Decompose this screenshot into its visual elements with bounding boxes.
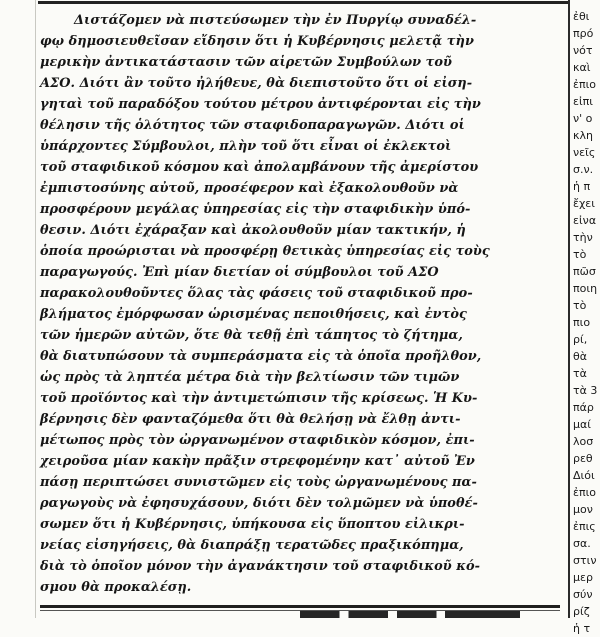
margin-text-fragment: πάρ [573,401,594,414]
margin-text-fragment: νεῖς [573,146,596,159]
article-line: ὡς πρὸς τὰ ληπτέα μέτρα διὰ τὴν βελτίωσιν τῶν τιμῶν [40,370,460,385]
adjacent-column-fragment [573,8,600,637]
article-line: ὑπάρχοντες Σύμβουλοι, πλὴν τοῦ ὅτι εἶναι οἱ ἐκλεκτοὶ [40,139,452,154]
margin-text-fragment: τὰ [573,367,587,380]
margin-text-fragment: ἡ π [573,180,591,193]
margin-text-fragment: τὰ 3 [573,384,598,397]
margin-text-fragment: τὴν [573,231,593,244]
article-line: βλήματος ἐμόρφωσαν ὡρισμένας πεποιθήσεις, καὶ ἐντὸς [40,307,467,322]
article-line: σμου θὰ προκαλέσῃ. [40,580,192,595]
article-line: ὁποία προώρισται νὰ προσφέρῃ θετικὰς ὑπηρεσίας εἰς τοὺς [40,244,490,259]
margin-text-fragment: μον [573,503,593,516]
article-line: μέτωπος πρὸς τὸν ὠργανωμένον σταφιδικὸν κόσμον, ἐπι- [40,433,475,448]
margin-text-fragment: πιο [573,316,591,329]
margin-text-fragment: πῶσ [573,265,596,278]
margin-text-fragment: νότ [573,44,593,57]
margin-text-fragment: καὶ [573,61,591,74]
cut-off-headline [300,611,520,618]
bottom-rule [40,605,560,608]
article-line: ἐμπιστοσύνης αὐτοῦ, προσέφερον καὶ ἐξακολουθοῦν νὰ [40,181,459,196]
article-line: χειροῦσα μίαν κακὴν πρᾶξιν στρεφομένην κατ᾽ αὐτοῦ Ἐν [40,454,475,469]
margin-text-fragment: σύν [573,588,593,601]
margin-text-fragment: σα. [573,537,591,550]
margin-text-fragment: λοσ [573,435,594,448]
article-line: προσφέρουν μεγάλας ὑπηρεσίας εἰς τὴν σταφιδικὴν ὑπό- [40,202,471,217]
margin-text-fragment: σ.ν. [573,163,594,176]
article-line: ΑΣΟ. Διότι ἂν τοῦτο ἠλήθευε, θὰ διεπιστοῦτο ὅτι οἱ εἰση- [40,76,473,91]
margin-text-fragment: ἐθι [573,10,590,23]
margin-text-fragment: στιν [573,554,597,567]
article-line: φῳ δημοσιευθεῖσαν εἴδησιν ὅτι ἡ Κυβέρνησις μελετᾷ τὴν [40,34,474,49]
margin-text-fragment: ποιη [573,282,598,295]
margin-text-fragment: ἔχει [573,197,595,210]
margin-text-fragment: μαί [573,418,591,431]
article-line: γηταὶ τοῦ παραδόξου τούτου μέτρου ἀντιφέρονται εἰς τὴν [40,97,481,112]
article-line: θέλησιν τῆς ὁλότητος τῶν σταφιδοπαραγωγῶν. Διότι οἱ [40,118,465,133]
article-line: τοῦ προϊόντος καὶ τὴν ἀντιμετώπισιν τῆς κρίσεως. Ἡ Κυ- [40,391,478,406]
margin-text-fragment: ἐπις [573,520,596,533]
margin-text-fragment: τὸ [573,248,587,261]
margin-text-fragment: ἐπιο [573,486,597,499]
margin-text-fragment: ρεθ [573,452,593,465]
article-line: μερικὴν ἀντικατάστασιν τῶν αἱρετῶν Συμβούλων τοῦ [40,55,453,70]
article-line: τοῦ σταφιδικοῦ κόσμου καὶ ἀπολαμβάνουν τῆς ἀμερίστου [40,160,479,175]
article-line: ραγωγοὺς νὰ ἐφησυχάσουν, διότι δὲν τολμῶμεν νὰ ὑποθέ- [40,496,478,511]
article-body [40,10,562,598]
article-line: διὰ τὸ ὁποῖον μόνον τὴν ἀγανάκτησιν τοῦ σταφιδικοῦ κό- [40,559,481,574]
margin-text-fragment: ρίζ [573,605,590,618]
margin-text-fragment: ἐπιο [573,78,597,91]
margin-text-fragment: Διόι [573,469,595,482]
margin-text-fragment: εἰπι [573,95,594,108]
article-line: σωμεν ὅτι ἡ Κυβέρνησις, ὑπήκουσα εἰς ὕποπτου εἰλικρι- [40,517,465,532]
column-divider [568,0,570,618]
margin-text-fragment: κλη [573,129,593,142]
margin-text-fragment: ν' ο [573,112,593,125]
margin-text-fragment: ἡ τ [573,622,591,635]
margin-text-fragment: εἰνα [573,214,597,227]
article-line: παραγωγούς. Ἐπὶ μίαν διετίαν οἱ σύμβουλοι τοῦ ΑΣΟ [40,265,439,280]
left-page-edge [35,0,36,618]
margin-text-fragment: τὸ [573,299,587,312]
article-line: βέρνησις δὲν φανταζόμεθα ὅτι θὰ θελήσῃ νὰ ἔλθῃ ἀντι- [40,412,461,427]
article-line: πάσῃ περιπτώσει συνιστῶμεν εἰς τοὺς ὠργανωμένους πα- [40,475,477,490]
margin-text-fragment: μερ [573,571,593,584]
article-line: θὰ διατυπώσουν τὰ συμπεράσματα εἰς τὰ ὁποῖα προῆλθον, [40,349,482,364]
article-line: θεσιν. Διότι ἐχάραξαν καὶ ἀκολουθοῦν μίαν τακτικήν, ἡ [40,223,466,238]
article-line: νείας εἰσηγήσεις, θὰ διαπράξῃ τερατῶδες πραξικόπημα, [40,538,464,553]
margin-text-fragment: ρί, [573,333,588,346]
article-line: παρακολουθοῦντες ὅλας τὰς φάσεις τοῦ σταφιδικοῦ προ- [40,286,473,301]
margin-text-fragment: θὰ [573,350,587,363]
top-rule [38,1,570,4]
article-line: Διστάζομεν νὰ πιστεύσωμεν τὴν ἐν Πυργίῳ συναδέλ- [74,13,477,28]
margin-text-fragment: πρό [573,27,594,40]
article-line: τῶν ἡμερῶν αὐτῶν, ὅτε θὰ τεθῇ ἐπὶ τάπητος τὸ ζήτημα, [40,328,463,343]
